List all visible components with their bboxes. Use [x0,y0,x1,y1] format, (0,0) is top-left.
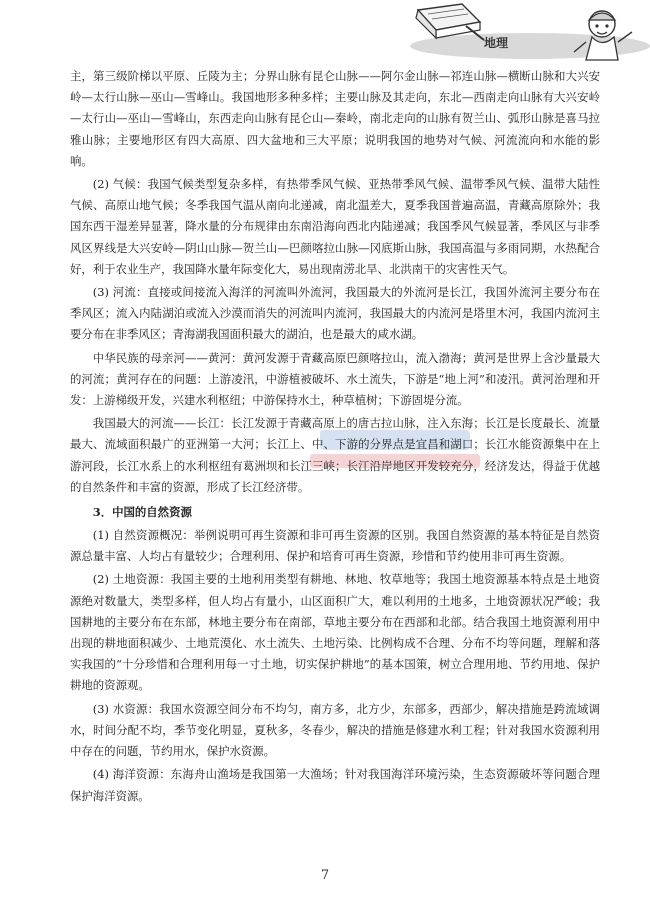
paragraph-ocean-resources: (4) 海洋资源：东海舟山渔场是我国第一大渔场；针对我国海洋环境污染，生态资源破坏等问题合理保护海洋资源。 [70,767,600,803]
document-body [70,66,600,807]
section-heading-natural-resources: 3．中国的自然资源 [92,505,192,520]
subject-label: 地理 [484,36,509,50]
paragraph-resource-overview: (1) 自然资源概况：举例说明可再生资源和非可再生资源的区别。我国自然资源的基本特征是自然资源总量丰富、人均占有量较少；合理利用、保护和培育可再生资源，珍惜和节约使用非可再生资源。 [70,528,600,564]
header-decoration [380,2,650,64]
paragraph-water-resources: (3) 水资源：我国水资源空间分布不均匀，南方多，北方少，东部多，西部少，解决措施是跨流域调水，时间分配不均，季节变化明显，夏秋多，冬春少，解决的措施是修建水利工程；针对我国水资源利用中存在的问题，节约用水，保护水资源。 [70,701,600,759]
paragraph-land-resources: (2) 土地资源：我国主要的土地利用类型有耕地、林地、牧草地等；我国土地资源基本特点是土地资源绝对数量大，类型多样，但人均占有量小，山区面积广大，难以利用的土地多，土地资源状况严峻；我国耕地的主要分布在东部，林地主要分布在南部，草地主要分布在西部和北部。结合我国土地资源利用中出现的耕地面积减少、土地荒漠化、水土流失、土地污染、比例构成不合理、分布不均等问题，理解和落实我国的“十分珍惜和合理利用每一寸土地，切实保护耕地”的基本国策，树立合理用地、节约用地、保护耕地的资源观。 [70,572,600,693]
paragraph-climate: (2) 气候：我国气候类型复杂多样，有热带季风气候、亚热带季风气候、温带季风气候、温带大陆性气候、高原山地气候；冬季我国气温从南向北递减，南北温差大，夏季我国普遍高温，青藏高原除外；我国东西干湿差异显著，降水量的分布规律由东南沿海向西北内陆递减；我国季风气候显著，季风区与非季风区界线是大兴安岭—阴山山脉—贺兰山—巴颜喀拉山脉—冈底斯山脉，我国高温与多雨同期，水热配合好，利于农业生产，我国降水量年际变化大，易出现南涝北旱、北洪南干的灾害性天气。 [70,177,600,276]
paragraph-yellow-river: 中华民族的母亲河——黄河：黄河发源于青藏高原巴颜喀拉山，流入渤海；黄河是世界上含沙量最大的河流；黄河存在的问题：上游凌汛，中游植被破坏、水土流失，下游是“地上河”和凌汛。黄河治理和开发：上游梯级开发，兴建水利枢纽；中游保持水土，种草植树；下游固堤分流。 [70,350,600,408]
paragraph-terrain-continued: 主，第三级阶梯以平原、丘陵为主；分界山脉有昆仑山脉——阿尔金山脉—祁连山脉—横断山脉和大兴安岭—太行山脉—巫山—雪峰山。我国地形多种多样；主要山脉及其走向，东北—西南走向山脉有大兴安岭—太行山—巫山—雪峰山，东西走向山脉有昆仑山—秦岭，南北走向的山脉有贺兰山、弧形山脉是喜马拉雅山脉；主要地形区有四大高原、四大盆地和三大平原；说明我国的地势对气候、河流流向和水能的影响。 [70,69,600,168]
paragraph-rivers: (3) 河流：直接或间接流入海洋的河流叫外流河，我国最大的外流河是长江，我国外流河主要分布在季风区；流入内陆湖泊或流入沙漠而消失的河流叫内流河，我国最大的内流河是塔里木河，我国内流河主要分布在非季风区；青海湖我国面积最大的湖泊，也是最大的咸水湖。 [70,285,600,342]
page-number: 7 [320,868,330,883]
paragraph-yangtze-river: 我国最大的河流——长江：长江发源于青藏高原上的唐古拉山脉，注入东海；长江是长度最长、流量最大、流域面积最广的亚洲第一大河；长江上、中、下游的分界点是宜昌和湖口；长江水能资源集中在上游河段，长江水系上的水利枢纽有葛洲坝和长江三峡；长江沿岸地区开发较充分，经济发达，得益于优越的自然条件和丰富的资源，形成了长江经济带。 [70,416,600,494]
